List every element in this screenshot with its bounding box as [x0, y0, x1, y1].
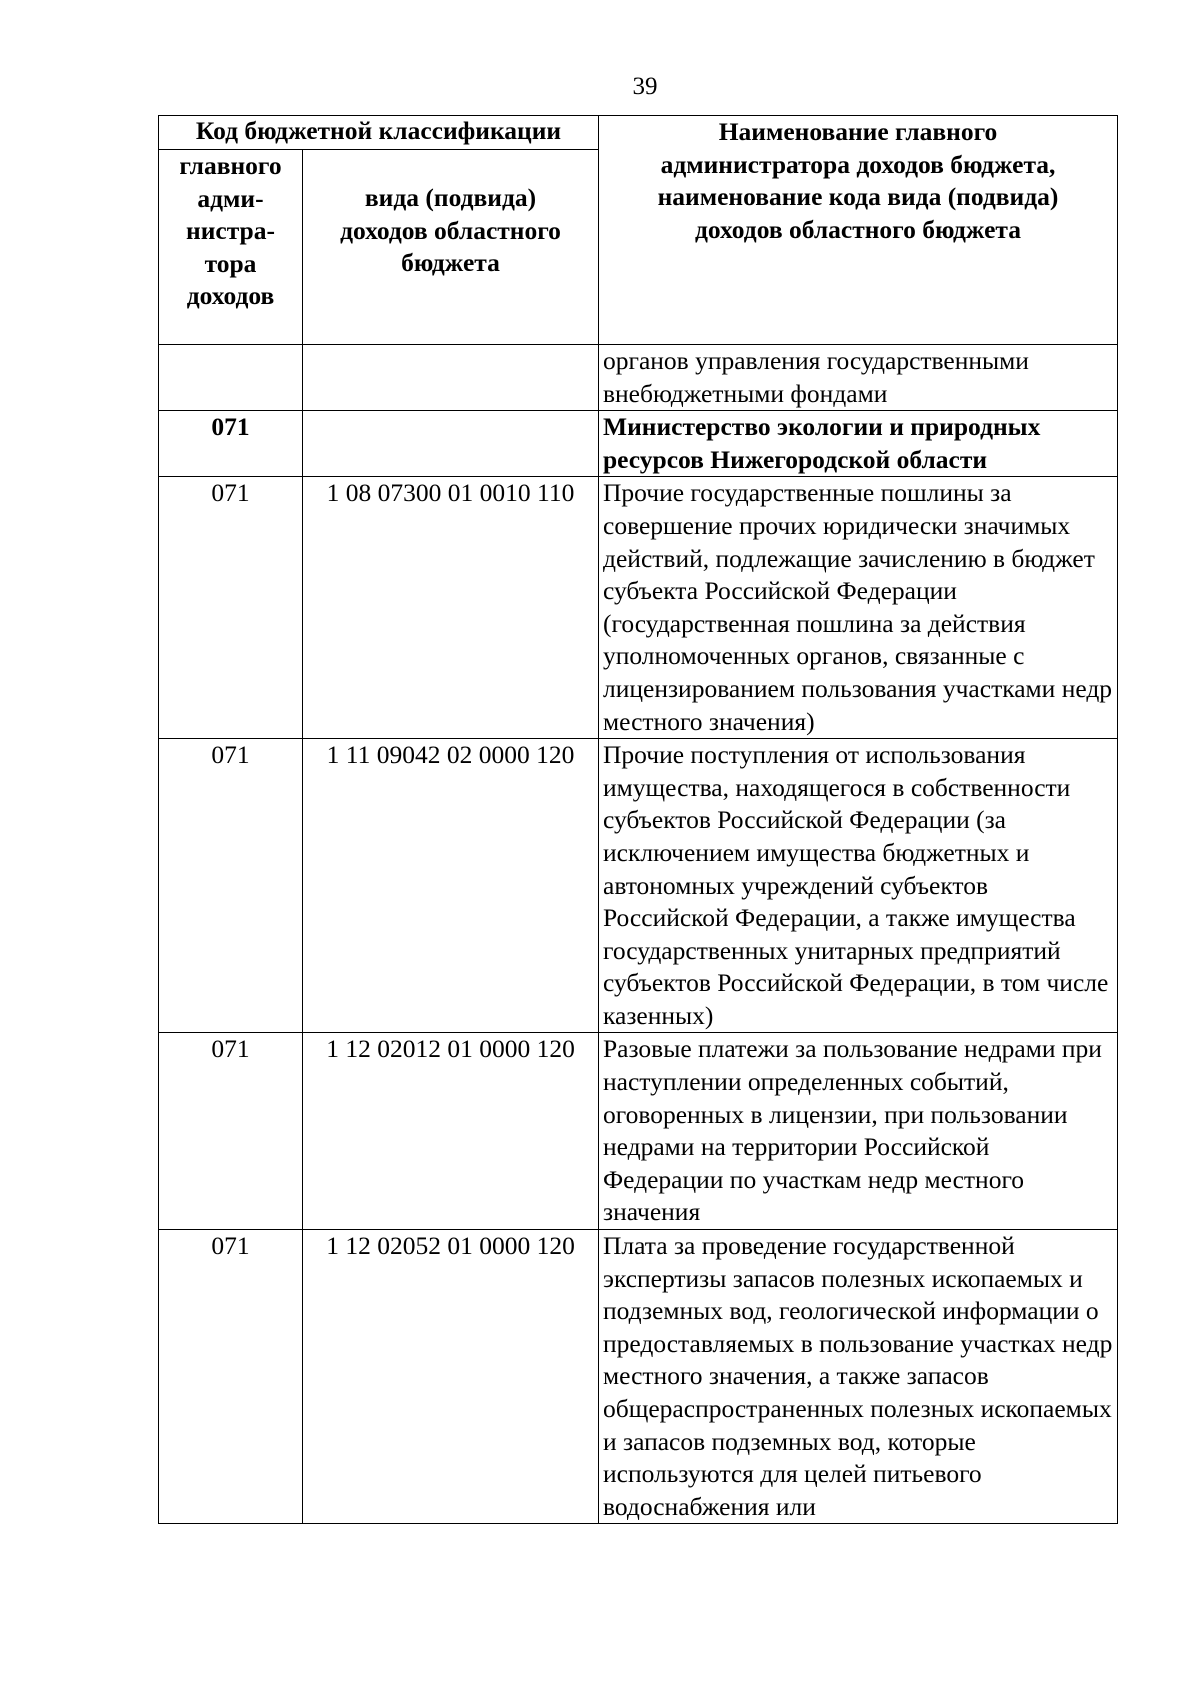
- income-code-cell: 1 12 02052 01 0000 120: [303, 1230, 599, 1524]
- table-row: [159, 345, 1118, 411]
- table-row: [159, 739, 1118, 1033]
- header-name-column: [599, 116, 1118, 345]
- income-code-cell: [303, 345, 599, 411]
- income-name-cell: Разовые платежи за пользование недрами при наступлении определенных событий, оговоренных в лицензии, при пользовании недрами на территории Российской Федерации по участкам недр местного значения: [599, 1033, 1118, 1230]
- admin-code-cell: 071: [159, 477, 303, 739]
- header-budget-code-group: Код бюджетной классификации: [159, 116, 599, 150]
- header-code-line: доходов областного: [340, 215, 561, 245]
- admin-code-cell: 071: [159, 1033, 303, 1230]
- header-code-line: бюджета: [401, 248, 500, 278]
- income-name-cell: Прочие государственные пошлины за совершение прочих юридически значимых действий, подлежащие зачислению в бюджет субъекта Российской Федерации (государственная пошлина за действия уполномоченных органов, связанные с лицензированием пользования участками недр местного значения): [599, 477, 1118, 739]
- header-name-line: доходов областного бюджета: [695, 214, 1021, 244]
- header-admin-line: доходов: [186, 281, 275, 311]
- header-name-line: Наименование главного: [718, 117, 998, 146]
- income-code-cell: [303, 411, 599, 477]
- header-name-line: администратора доходов бюджета,: [660, 149, 1056, 179]
- table-row: [159, 477, 1118, 739]
- admin-code-cell: 071: [159, 739, 303, 1033]
- income-code-cell: 1 11 09042 02 0000 120: [303, 739, 599, 1033]
- header-admin-line: нистра-: [186, 216, 275, 246]
- admin-code-cell: 071: [159, 1230, 303, 1524]
- income-name-cell: органов управления государственными внебюджетными фондами: [599, 345, 1118, 411]
- admin-code-cell: 071: [159, 411, 303, 477]
- income-code-cell: 1 12 02012 01 0000 120: [303, 1033, 599, 1230]
- page-number: 39: [632, 73, 658, 100]
- income-name-cell: Прочие поступления от использования имущества, находящегося в собственности субъектов Российской Федерации (за исключением имущества бюджетных и автономных учреждений субъектов Российской Федерации, а также имущества государственных унитарных предприятий субъектов Российской Федерации, в том числе казенных): [599, 739, 1118, 1033]
- header-admin-line: главного: [179, 151, 282, 180]
- header-admin-column: [159, 150, 303, 345]
- income-name-cell: Плата за проведение государственной экспертизы запасов полезных ископаемых и подземных вод, геологической информации о предоставляемых в пользование участках недр местного значения, а также запасов общераспространенных полезных ископаемых и запасов подземных вод, которые используются для целей питьевого водоснабжения или: [599, 1230, 1118, 1524]
- table-row: [159, 411, 1118, 477]
- table-row: [159, 1033, 1118, 1230]
- header-admin-line: адми-: [197, 183, 264, 213]
- budget-classification-table: [158, 115, 1118, 1524]
- header-code-line: вида (подвида): [364, 183, 537, 212]
- income-code-cell: 1 08 07300 01 0010 110: [303, 477, 599, 739]
- header-name-line: наименование кода вида (подвида): [657, 182, 1059, 212]
- admin-code-cell: [159, 345, 303, 411]
- table-row: [159, 1230, 1118, 1524]
- income-name-cell: Министерство экологии и природных ресурсов Нижегородской области: [599, 411, 1118, 477]
- header-code-column: [303, 150, 599, 345]
- header-admin-line: тора: [204, 248, 257, 278]
